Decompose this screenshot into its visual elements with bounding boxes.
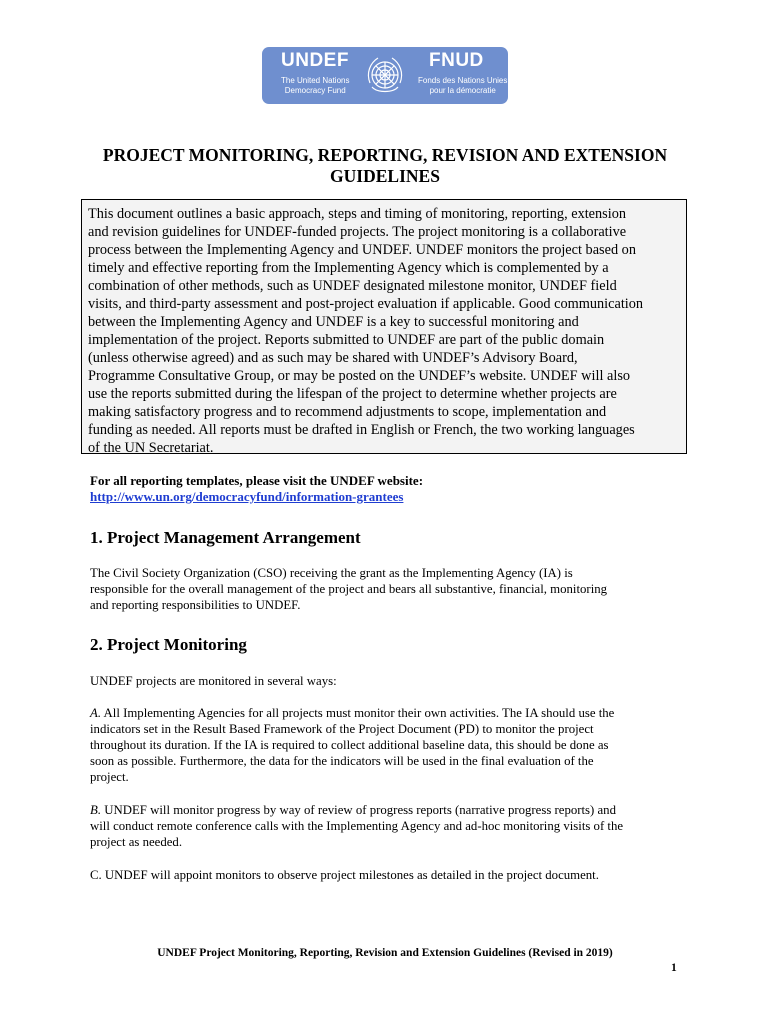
intro-line: between the Implementing Agency and UNDEF is a key to successful monitoring and	[88, 314, 579, 330]
logo-fnud-name: FNUD	[429, 50, 484, 71]
intro-line: implementation of the project. Reports submitted to UNDEF are part of the public domain	[88, 332, 605, 348]
intro-line: use the reports submitted during the lifespan of the project to determine whether projects are	[88, 386, 617, 402]
intro-line: of the UN Secretariat.	[88, 440, 214, 456]
section-1-body	[90, 565, 690, 613]
intro-line: Programme Consultative Group, or may be posted on the UNDEF’s website. UNDEF will also	[88, 368, 631, 384]
logo-undef-name: UNDEF	[281, 50, 349, 71]
reporting-templates-note	[90, 473, 423, 505]
intro-line: funding as needed. All reports must be drafted in English or French, the two working languages	[88, 422, 635, 438]
page-number: 1	[671, 962, 677, 974]
section-1-line: The Civil Society Organization (CSO) receiving the grant as the Implementing Agency (IA) is	[90, 566, 573, 580]
intro-line: (unless otherwise agreed) and as such may be shared with UNDEF’s Advisory Board,	[88, 350, 578, 366]
intro-line: and revision guidelines for UNDEF-funded projects. The project monitoring is a collaborative	[88, 224, 627, 240]
section-1-heading: 1. Project Management Arrangement	[90, 528, 361, 547]
intro-line: combination of other methods, such as UNDEF designated milestone monitor, UNDEF field	[88, 278, 617, 294]
document-title	[60, 145, 710, 187]
item-a-text: All Implementing Agencies for all projects must monitor their own activities. The IA should use the	[101, 706, 615, 720]
section-2-intro: UNDEF projects are monitored in several ways:	[90, 674, 337, 688]
intro-line: timely and effective reporting from the Implementing Agency which is complemented by a	[88, 260, 609, 276]
intro-line: visits, and third-party assessment and post-project evaluation if applicable. Good communication	[88, 296, 644, 312]
monitoring-item-b	[90, 802, 690, 850]
logo-fnud-sub-line2: pour la démocratie	[429, 86, 496, 95]
monitoring-item-c: C. UNDEF will appoint monitors to observe project milestones as detailed in the project document.	[90, 868, 599, 882]
logo-fnud-sub-line1: Fonds des Nations Unies	[418, 76, 508, 85]
intro-box	[81, 199, 687, 454]
logo-undef-subtitle	[281, 76, 349, 96]
item-a-line: indicators set in the Result Based Framework of the Project Document (PD) to monitor the project	[90, 722, 594, 736]
document-title-line1: PROJECT MONITORING, REPORTING, REVISION AND EXTENSION	[102, 145, 668, 165]
intro-line: making satisfactory progress and to recommend adjustments to scope, implementation and	[88, 404, 607, 420]
logo-undef-sub-line2: Democracy Fund	[284, 86, 346, 95]
item-a-label: A.	[90, 706, 102, 720]
page-footer: UNDEF Project Monitoring, Reporting, Revision and Extension Guidelines (Revised in 2019)	[157, 947, 613, 959]
item-a-line: soon as possible. Furthermore, the data for the indicators will be used in the final evaluation of the	[90, 754, 594, 768]
reporting-templates-label: For all reporting templates, please visit the UNDEF website:	[90, 473, 424, 488]
un-emblem-icon	[363, 53, 407, 97]
section-1-line: and reporting responsibilities to UNDEF.	[90, 598, 301, 612]
item-b-label: B.	[90, 803, 102, 817]
monitoring-item-a	[90, 705, 690, 785]
section-1-line: responsible for the overall management of the project and bears all substantive, financial, monitoring	[90, 582, 608, 596]
item-a-line: project.	[90, 770, 129, 784]
item-b-line: will conduct remote conference calls with the Implementing Agency and ad-hoc monitoring visits of the	[90, 819, 624, 833]
section-2-heading: 2. Project Monitoring	[90, 635, 247, 654]
intro-line: process between the Implementing Agency and UNDEF. UNDEF monitors the project based on	[88, 242, 636, 258]
intro-line: This document outlines a basic approach, steps and timing of monitoring, reporting, extension	[88, 206, 627, 222]
document-title-line2: GUIDELINES	[330, 166, 440, 186]
item-b-line: project as needed.	[90, 835, 183, 849]
logo-undef-sub-line1: The United Nations	[281, 76, 350, 85]
undef-fnud-logo	[262, 47, 508, 104]
logo-fnud-subtitle	[418, 76, 507, 96]
item-b-text: UNDEF will monitor progress by way of review of progress reports (narrative progress reports) and	[101, 803, 616, 817]
grantees-info-link[interactable]: http://www.un.org/democracyfund/information-grantees	[90, 489, 404, 504]
item-a-line: throughout its duration. If the IA is required to collect additional baseline data, this should be done as	[90, 738, 609, 752]
